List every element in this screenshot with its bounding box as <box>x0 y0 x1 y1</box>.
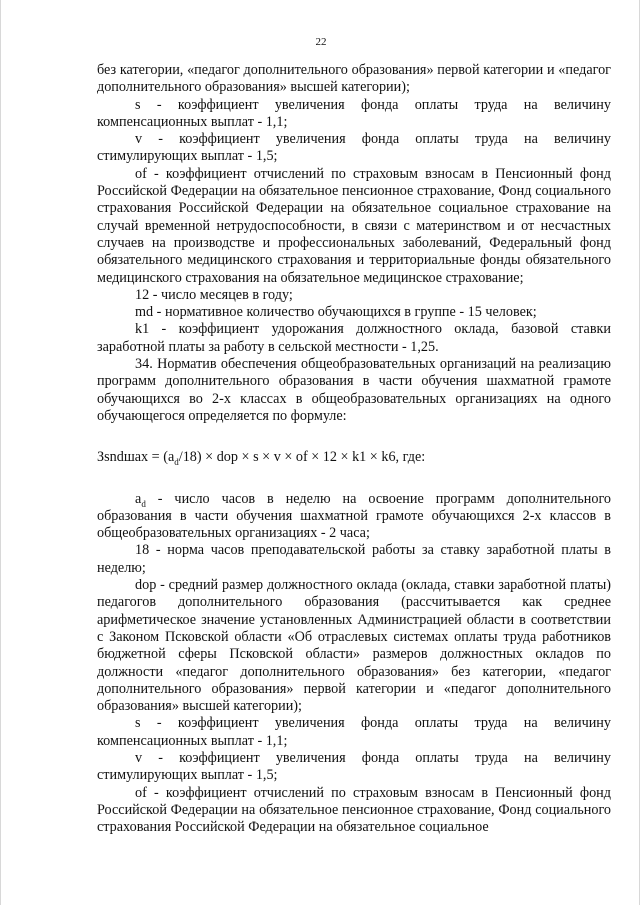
paragraph: v - коэффициент увеличения фонда оплаты труда на величину стимулирующих выплат - 1,5; <box>97 131 611 165</box>
formula-subscript: d <box>174 457 179 468</box>
paragraph: s - коэффициент увеличения фонда оплаты труда на величину компенсационных выплат - 1,1; <box>97 715 611 749</box>
formula-suffix: /18) × dop × s × v × of × 12 × k1 × k6, где: <box>178 449 426 466</box>
paragraph: 12 - число месяцев в году; <box>135 286 293 303</box>
ad-symbol: a <box>135 490 142 507</box>
page-number: 22 <box>315 36 327 48</box>
paragraph: of - коэффициент отчислений по страховым взносам в Пенсионный фонд Российской Федерации на обязательное пенсионное страхование, Фонд социального страхования Российской Федерации на обязательное социальное <box>97 784 611 836</box>
paragraph: s - коэффициент увеличения фонда оплаты труда на величину компенсационных выплат - 1,1; <box>97 96 611 130</box>
paragraph: без категории, «педагог дополнительного образования» первой категории и «педагог дополнительного образования» высшей категории); <box>97 62 611 96</box>
paragraph: v - коэффициент увеличения фонда оплаты труда на величину стимулирующих выплат - 1,5; <box>97 749 611 784</box>
paragraph: 34. Норматив обеспечения общеобразовательных организаций на реализацию программ дополнительного образования в части обучения шахматной грамоте обучающихся во 2-х классах в общеобразовательных организациях на одного обучающегося определяется по формуле: <box>97 356 611 424</box>
document-body <box>97 62 611 836</box>
formula-prefix: Зsndшах = (a <box>97 449 175 466</box>
paragraph: 18 - норма часов преподавательской работы за ставку заработной платы в неделю; <box>97 542 611 576</box>
ad-text: - число часов в неделю на освоение программ дополнительного образования в части обучения шахматной грамоте обучающихся 2-х классов в общеобразовательных организациях - 2 часа; <box>97 490 611 542</box>
paragraph: dop - средний размер должностного оклада (оклада, ставки заработной платы) педагогов дополнительного образования (рассчитывается как среднее арифметическое значение установленных Администрацией области в соответствии с Законом Псковской области «Об отраслевых системах оплаты труда работников бюджетной сферы Псковской области» размеров должностных окладов по должности «педагог дополнительного образования» без категории, «педагог дополнительного образования» первой категории и «педагог дополнительного образования» высшей категории); <box>97 577 611 715</box>
paragraph: of - коэффициент отчислений по страховым взносам в Пенсионный фонд Российской Федерации на обязательное пенсионное страхование, Фонд социального страхования Российской Федерации на обязательное социальное страхование на случай временной нетрудоспособности, в связи с материнством и от несчастных случаев на производстве и профессиональных заболеваний, Федеральный фонд обязательного медицинского страхования и территориальные фонды обязательного медицинского страхования на обязательное медицинское страхование; <box>97 165 611 286</box>
paragraph-ad <box>97 491 611 543</box>
paragraph: k1 - коэффициент удорожания должностного оклада, базовой ставки заработной платы за работу в сельской местности - 1,25. <box>97 321 611 355</box>
ad-subscript: d <box>141 498 146 509</box>
paragraph: md - нормативное количество обучающихся в группе - 15 человек; <box>135 304 537 321</box>
formula <box>97 449 611 466</box>
